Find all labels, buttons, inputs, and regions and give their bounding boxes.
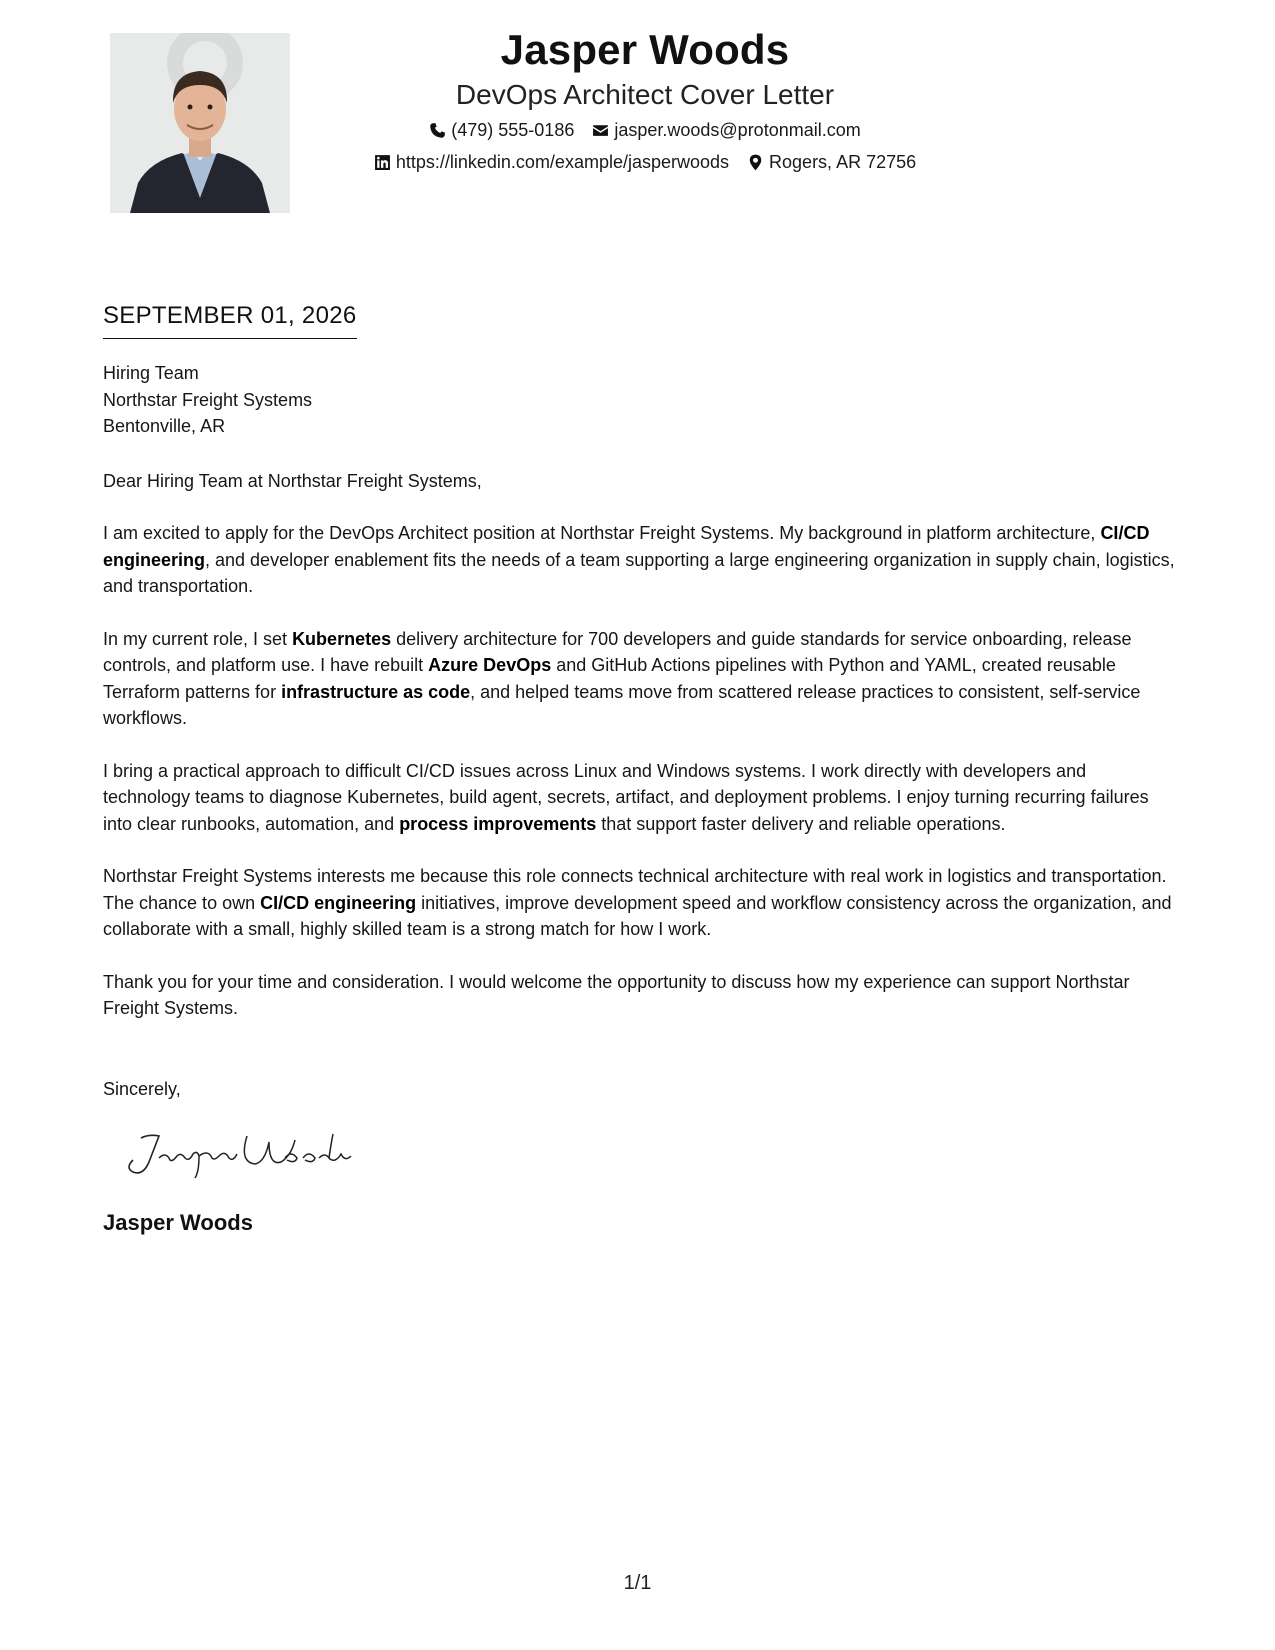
paragraph-1	[103, 520, 1178, 600]
handwritten-signature	[119, 1122, 359, 1182]
emphasized-term: infrastructure as code	[281, 681, 471, 702]
contact-phone[interactable]	[429, 118, 574, 142]
map-marker-icon	[747, 154, 764, 171]
linkedin-icon	[374, 154, 391, 171]
page-number: 1/1	[623, 1572, 652, 1594]
emphasized-term: Azure DevOps	[428, 655, 552, 675]
text-run: In my current role, I set	[103, 628, 293, 649]
emphasized-term: CI/CD engineering	[103, 523, 1150, 570]
portrait-image	[110, 33, 290, 213]
envelope-icon	[592, 122, 609, 139]
text-run: that support faster delivery and reliable operations.	[596, 813, 1006, 834]
salutation: Dear Hiring Team at Northstar Freight Systems,	[103, 470, 482, 491]
letter-body	[103, 360, 1178, 1237]
text-run: I am excited to apply for the DevOps Architect position at Northstar Freight Systems. My background in platform architecture,	[103, 523, 1101, 543]
closing: Sincerely,	[103, 1078, 181, 1099]
contact-row-2	[290, 150, 1000, 174]
contact-email[interactable]	[592, 118, 860, 142]
emphasized-term: Kubernetes	[292, 628, 392, 649]
location-text: Rogers, AR 72756	[769, 152, 917, 172]
letter-header	[290, 24, 1000, 174]
signature-image	[119, 1122, 1178, 1192]
recipient-line-2: Northstar Freight Systems	[103, 389, 313, 410]
recipient-address	[103, 360, 1178, 440]
date-block	[103, 300, 357, 339]
phone-icon	[429, 122, 446, 139]
paragraph-4	[103, 863, 1178, 943]
contact-location	[747, 150, 916, 174]
profile-photo	[110, 33, 290, 213]
emphasized-term: process improvements	[399, 813, 597, 834]
paragraph-5	[103, 969, 1178, 1022]
text-run: I bring a practical approach to difficult CI/CD issues across Linux and Windows systems. I work directly with developers and technology teams to diagnose Kubernetes, build agent, secrets, artifact, and deployment problems. I enjoy turning recurring failures into clear runbooks, automation, and	[103, 760, 1149, 834]
document-subtitle: DevOps Architect Cover Letter	[455, 79, 835, 110]
contact-row-1	[290, 118, 1000, 142]
contact-linkedin[interactable]	[374, 150, 729, 174]
text-run: delivery architecture for 700 developers and guide standards for service onboarding, release controls, and platform use. I have rebuilt	[103, 628, 1132, 675]
recipient-line-3: Bentonville, AR	[103, 416, 226, 436]
text-run: , and helped teams move from scattered release practices to consistent, self-service workflows.	[103, 681, 1141, 728]
paragraph-3	[103, 758, 1178, 838]
text-run: Thank you for your time and consideration. I would welcome the opportunity to discuss how my experience can support Northstar Freight Systems.	[103, 971, 1130, 1018]
applicant-name: Jasper Woods	[500, 26, 790, 73]
paragraph-2	[103, 626, 1178, 732]
recipient-line-1: Hiring Team	[103, 363, 199, 383]
linkedin-text: https://linkedin.com/example/jasperwoods	[395, 152, 730, 172]
text-run: Northstar Freight Systems interests me because this role connects technical architecture with real work in logistics and transportation. The chance to own	[103, 866, 1167, 913]
text-run: and GitHub Actions pipelines with Python and YAML, created reusable Terraform patterns for	[103, 655, 1116, 702]
signer-name: Jasper Woods	[103, 1210, 253, 1235]
text-run: , and developer enablement fits the needs of a team supporting a large engineering organization in supply chain, logistics, and transportation.	[103, 549, 1175, 596]
emphasized-term: CI/CD engineering	[260, 892, 417, 913]
phone-text: (479) 555-0186	[451, 120, 575, 140]
text-run: initiatives, improve development speed and workflow consistency across the organization, and collaborate with a small, highly skilled team is a strong match for how I work.	[103, 892, 1172, 939]
letter-date: SEPTEMBER 01, 2026	[103, 300, 357, 339]
email-text: jasper.woods@protonmail.com	[614, 120, 861, 140]
